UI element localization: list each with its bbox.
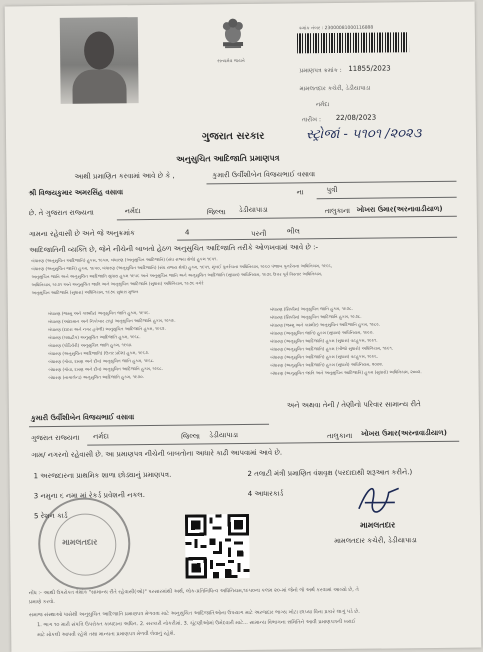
barcode [297, 32, 409, 53]
order-item: બંધારણ (ગોવા, દમણ અને દીવ) અનુસુચિત જાતિ હુકમ, ૧૯૬૮. [48, 357, 155, 365]
certify-line: આથી પ્રમાણિત કરવામાં આવે છે કે , [74, 171, 175, 181]
signature [355, 478, 405, 519]
qr-code [185, 514, 250, 579]
footer-note: પ્રમાણે કરવો. [28, 598, 55, 606]
order-item: બંધારણ (લક્ષદ્વીપ) અનુસુચિત આદિજાતિ હુકમ, ૧૯૬૮. [48, 334, 141, 341]
order-item: બંધારણ (અનુસુચિત જાતિ) હુકમ (સુધારા) અધિનિયમ, ૧૯૯૦. [270, 329, 374, 336]
certificate-page [5, 2, 482, 652]
village-name-2: ખોખરા ઉમાર(અરનાવાડીયાળ) [361, 428, 447, 438]
order-item: બંધારણ (જમ્મુ અને કાશ્મીર) અનુસુચિત જાતિ હુકમ, ૧૯૫૬. [47, 309, 150, 317]
order-item: બંધારણ (અનુસુચિત જાતિ) હુકમ, ૧૯૫૦, બંધારણ (અનુસુચિત આદિજાતિ) (સંઘ રાજ્ય ક્ષેત્રો) હુકમ, ૧૯૫૧, મુંબઈ પુનર્રચના અધિનિયમ, ૧૯૬૦ પંજાબ પુનર્રચના અધિનિયમ, ૧૯૬૬, [31, 263, 333, 272]
handwritten-number: સ્ટ્રોજાં - ૫૧૦૧ /૨૦૨૩ [305, 126, 422, 143]
photo-body [72, 69, 126, 104]
applicant-photo [60, 17, 139, 104]
signatory-office: મામલતદાર કચેરી, ડેડીયાપાડા [334, 536, 417, 546]
order-item: બંધારણ (દાદરા અને નગર હવેલી) અનુસુચિત આદિજાતિ હુકમ, ૧૯૬૨. [47, 325, 166, 333]
underline [29, 424, 269, 428]
footer-note: સમાજ સંસ્થાઓ પાસેથી અનુસુચિત આદિજાતિ પ્રમાણપત્ર મેળવવા માટે અનુસુચિત આદિજાતિઓના ઉપયાગ માટે અરજદાર ભાગ્ય ખોટા છાપ્યા વિના પ્રકારે લાગું પડે છે. [28, 608, 360, 619]
footer-note: 1. ભાગ ૧૦ મારી સંપત્તિ ઉપરોક્ત કાયદાના અધિન. 2. સરકારી નોકરીમાં. 3. ચૂંટણીઓમાં ઉમેદવારી માટે... સામાન્ય વિભાગના સમિતિને આવી પ્રમાણપત્રની ખરાઈ [37, 618, 356, 629]
basis-item: 1 અરજદારના પ્રાથમિક શાળા છોડ્યાનું પ્રમાણપત્ર. [33, 470, 172, 481]
taluka-label-2: તાલુકાના [327, 431, 353, 441]
village-name: ખોખરા ઉમાર(અરનાવાડીયાળ) [356, 204, 443, 214]
issue-date: 22/08/2023 [335, 113, 377, 123]
national-emblem-icon [217, 12, 249, 56]
basis-item: 4 આધારકાર્ડ [247, 489, 284, 498]
order-item: બંધારણ (અનુસુચિત જાતિ અને અનુસુચિત આદિજાતિ) હુકમ (સુધારો) અધિનિયમ, ૨૦૦૨. [270, 369, 422, 376]
govt-heading: ગુજરાત સરકાર [201, 130, 265, 143]
order-item: બંધારણ (જમ્મુ અને કાશ્મીર) અનુસુચિત આદિજાતિ હુકમ, ૧૯૮૯. [269, 321, 381, 328]
applicant-name-2: કુમારી ઉર્વીશીબેન વિજયભાઈ વસાવા [30, 413, 135, 423]
order-item: બંધારણ (અનુસુચિત આદિજાતિ) (ઉત્તર પ્રદેશ) હુકમ, ૧૯૬૭. [48, 349, 150, 357]
order-item: બંધારણ (સિક્કીમ) અનુસુચિત જાતિ હુકમ, ૧૯૭૮. [269, 305, 353, 312]
order-item: બંધારણ (આંદામાન અને નિકોબાર ટાપુ) અનુસુચિત આદિજાતિ હુકમ, ૧૯૫૯. [47, 317, 176, 325]
official-stamp [38, 497, 131, 590]
district-name-2: નર્મદા [93, 432, 109, 441]
issuing-office: મામલતદાર કચેરી, ડેડીયાપાડા [299, 84, 371, 93]
district-name: નર્મદા [124, 207, 141, 216]
photo-head [84, 31, 114, 69]
underline [177, 237, 457, 241]
footer-note: નોંધ :- આથી ઉપરોક્ત વેશાંક "સામાન્ય રીતે રહેવાસી(ઓ)" પરસારમાંથી અર્થ, લોક-પ્રતિનિધિત્વ અધિનિયમ,૧૯૫૦ના કલમ ૨૦-માં જેનો જે અર્થ કરવામાં આવ્યો છે, તે [28, 586, 359, 597]
father-name: શ્રી વિજયકુમાર અમરસિંહ વસાવા [28, 188, 124, 198]
tribe-name: ભીલ [286, 227, 300, 236]
tribe-prefix: ગામના રહેવાસી છે અને જે અનુક્રમાંક [28, 229, 136, 239]
serial-number: ક્રમાંક નંબર : 23000081000116888 [298, 25, 374, 32]
cert-no: 11855/2023 [348, 64, 391, 73]
tribe-mid: પરની [250, 229, 267, 238]
signatory-title: મામલતદાર [360, 520, 396, 530]
certificate-title: અનુસુચિત આદિજાતિ પ્રમાણપત્ર [176, 153, 280, 164]
order-item: બંધારણ (અનુસુચિત આદિજાતિ) હુકમ (બીજો સુધારો) અધિનિયમ, ૧૯૯૧. [270, 345, 394, 352]
order-item: અનુસુચિત આદિજાતિ (સુધારા) અધિનિયમ, ૧૯૭૬ સુધારા મુજબ [31, 289, 139, 296]
underline [317, 197, 457, 199]
basis-item: 3 નમુના ૬ નમા માં રેકર્ડ પ્રવેશની નકલ. [33, 491, 145, 501]
order-item: બંધારણ (ગોવા, દમણ અને દીવ) અનુસુચિત આદિજાતિ હુકમ, ૧૯૬૮. [48, 365, 164, 373]
taluka-name-2: ડેડીયાપાડા [209, 431, 239, 440]
underline [206, 181, 456, 185]
basis-item: 2 તલાટી મંત્રી પ્રમાણિત વંશવૃક્ષ (પરદાદાથી શરૂઆત કરીને.) [247, 468, 413, 478]
recognized-line: આદિજાતિની વ્યક્તિ છે, જેને નીચેની બાબતો હેઠળ અનુસુચિત આદિજાતિ તરીકે ઓળખવામાં આવે છે :- [29, 243, 319, 255]
order-item: બંધારણ (અનુસુચિત આદિજાતિ) હુકમ (સુધારા) વટહુકમ, ૧૯૯૧. [270, 337, 378, 344]
order-item: બંધારણ (અનુસુચિત આદિજાતિ) હુકમ (સુધારો) અધિનિયમ, ૨૦૦૨. [270, 361, 384, 368]
basis-line: ગામ/ નગરનો રહેવાસી છે. આ પ્રમાણપત્ર નીચેની બાબતોના આધારે કાઢી આપવામાં આવે છે. [31, 448, 283, 460]
order-item: અધિનિયમ, ૧૯૭૧ અને અનુસુચિત જાતિ અને અનુસુચિત આદિજાતિ (સુધારા) અધિનિયમ, ૧૯૭૬ વગેરે [31, 280, 204, 288]
cert-no-label: પ્રમાણપત્ર ક્રમાંક : [299, 66, 342, 75]
district-label-2: જિલ્લા [181, 432, 201, 441]
issuing-district: નર્મદા [315, 101, 330, 109]
district-label: જિલ્લા [206, 208, 226, 217]
relation: પુત્રી [326, 186, 338, 195]
family-prefix: અને અથવા તેની / તેણીનો પરિવાર સામાન્ય રીતે [286, 400, 421, 410]
state-line-2: ગુજરાત રાજ્યના [31, 433, 80, 443]
taluka-name: ડેડીયાપાડા [238, 205, 268, 215]
order-item: બંધારણ (અનુસુચિત આદિજાતિ) હુકમ, ૧૯૫૦, બંધારણ (અનુસુચિત આદિજાતિ) (સંઘ રાજ્ય ક્ષેત્રો) હુકમ ૧૯૫૧. [31, 256, 218, 264]
underline [117, 216, 457, 221]
applicant-name: કુમારી ઉર્વીશીબેન વિજયભાઈ વસાવા [212, 170, 316, 180]
order-item: બંધારણ (સિક્કીમ) અનુસુચિત આદિજાતિ હુકમ, ૧૯૭૮. [269, 313, 362, 320]
tribe-number: 4 [184, 228, 190, 237]
order-item: બંધારણ (નાગાલેન્ડ) અનુસુચિત આદિજાતિ હુકમ, ૧૯૭૦. [48, 374, 145, 381]
order-item: અનુસુચિત જાતિ અને અનુસુચિત આદિજાતિ સુધારા હુકમ ૧૯૫૬ અને અનુસુચિત જાતિ અને અનુસુચિત આદિજાતિ (સુધારા) અધિનિયમ, ૧૯૭૬ ઉત્તર પૂર્વ વિસ્તાર અધિનિયમ, [31, 271, 323, 280]
underline [87, 441, 459, 446]
taluka-label: તાલુકાના [324, 206, 351, 216]
basis-item: 5 રેશન કાર્ડ [33, 511, 68, 521]
footer-note: માટે મોકલી આપવી રહેશે તથા માન્યતા પ્રમાણપત્ર મેળવી લેવાનું રહેશે. [37, 630, 176, 639]
stamp-text: મામલતદાર [62, 537, 98, 547]
relation-suffix: ના [296, 188, 304, 197]
order-item: બંધારણ (અનુસુચિત આદિજાતિ) હુકમ (સુધારા) વટહુકમ, ૧૯૯૬. [270, 353, 379, 360]
date-label: તારીખ : [301, 116, 322, 124]
order-item: બંધારણ (પોંડિચેરી) અનુસુચિત જાતિ હુકમ, ૧૯૬૪. [48, 342, 133, 349]
emblem-caption: સત્યમેવ જયતે [217, 58, 245, 65]
state-label: છે. તે ગુજરાત રાજ્યના [28, 208, 94, 218]
